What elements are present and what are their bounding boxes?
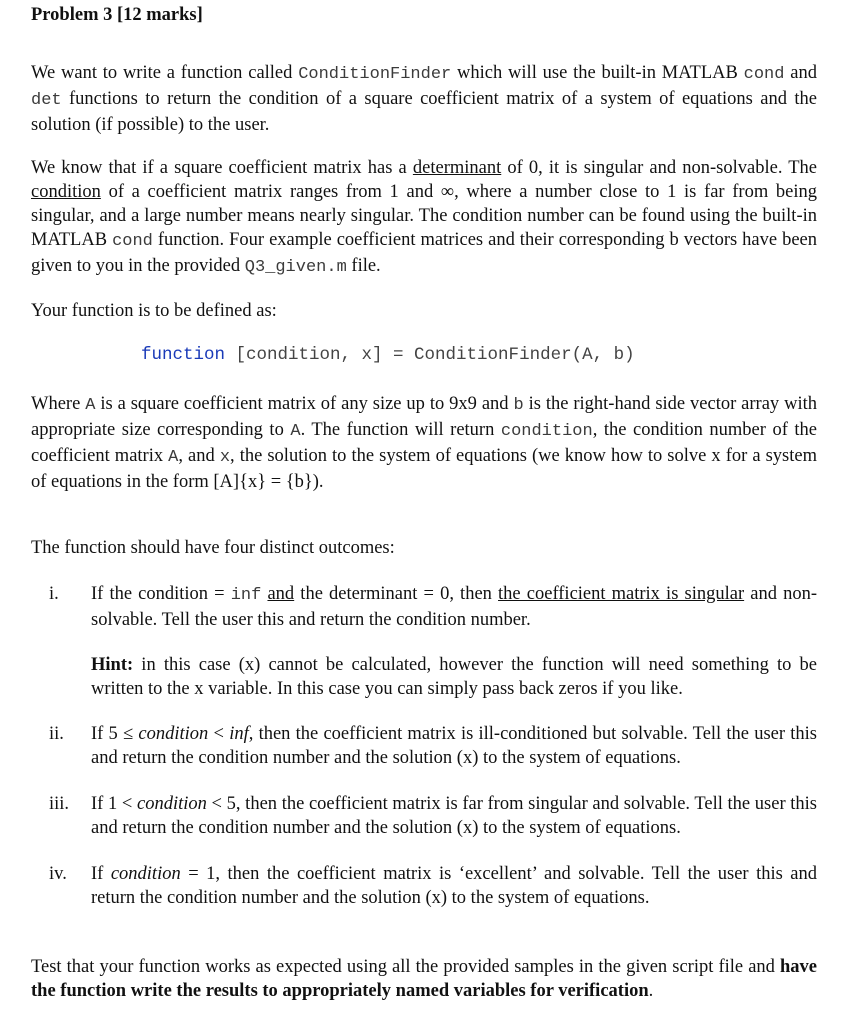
cond-code: cond <box>743 65 785 84</box>
hint-text <box>91 653 817 701</box>
text: in this case (x) cannot be calculated, however the function will need something to be written to the x variable. In this case you can simply pass back zeros if you like. <box>91 655 817 699</box>
text: , and <box>178 446 220 466</box>
closing-paragraph <box>31 955 817 1003</box>
outcome-number: ii. <box>49 724 64 744</box>
outcome-text <box>91 792 817 840</box>
outcome-number: iii. <box>49 794 70 814</box>
text: function. Four example coefficient matrices and their corresponding b vectors have been given to you in the provided <box>31 230 817 276</box>
outcome-number: i. <box>49 584 59 604</box>
text: is a square coefficient matrix of any size up to 9x9 and <box>95 394 514 414</box>
intro-paragraph <box>31 61 817 137</box>
math-condition: condition <box>110 864 181 884</box>
text: < 5, then the coefficient matrix is far from singular and solvable. Tell the user this and return the condition number and the solution (x) to the system of equations. <box>91 794 817 838</box>
text: Where <box>31 394 86 414</box>
text: If 5 ≤ <box>91 724 139 744</box>
A-code: A <box>85 396 96 415</box>
text: < <box>208 724 230 744</box>
A-code: A <box>168 448 179 467</box>
cond-code: cond <box>112 232 153 251</box>
where-paragraph <box>31 392 817 494</box>
singular-term: the coefficient matrix is singular <box>498 584 745 604</box>
text: . <box>648 981 654 1001</box>
text: functions to return the condition of a square coefficient matrix of a system of equations and the solution (if possible) to the user. <box>31 89 817 135</box>
det-code: det <box>31 91 62 110</box>
determinant-term: determinant <box>412 158 502 178</box>
given-file-code: Q3_given.m <box>244 258 347 277</box>
outcome-text <box>91 582 817 632</box>
text: We want to write a function called <box>31 63 299 83</box>
text: which will use the built-in MATLAB <box>451 63 744 83</box>
text: and non-solvable. Tell the user this and return the condition number. <box>91 584 817 630</box>
text: and <box>784 63 817 83</box>
function-name-code: ConditionFinder <box>298 65 452 84</box>
define-intro: Your function is to be defined as: <box>31 301 277 321</box>
problem-title: Problem 3 [12 marks] <box>31 5 203 25</box>
bold-instruction: have the function write the results to appropriately named variables for verification <box>31 957 817 1001</box>
text: If 1 < <box>91 794 137 814</box>
inf-code: inf <box>230 586 262 605</box>
math-condition: condition <box>138 724 209 744</box>
b-code: b <box>513 396 524 415</box>
outcome-number: iv. <box>49 864 67 884</box>
outcomes-intro: The function should have four distinct outcomes: <box>31 538 395 558</box>
text: If <box>91 864 111 884</box>
text: , the solution to the system of equations (we know how to solve x for a system of equations in the form [A]{x} = {b}). <box>31 446 817 492</box>
text: of a coefficient matrix ranges from 1 and ∞, where a number close to 1 is far from being singular, and a large number means nearly singular. The condition number can be found using the built-in MATLAB <box>31 182 817 250</box>
text: , the condition number of the coefficient matrix <box>31 420 817 466</box>
function-signature <box>141 345 635 365</box>
and-term: and <box>267 584 295 604</box>
math-inf: inf <box>229 724 249 744</box>
A-code: A <box>290 422 301 441</box>
text: Test that your function works as expected using all the provided samples in the given script file and <box>31 957 780 977</box>
text: , then the coefficient matrix is ill-conditioned but solvable. Tell the user this and return the condition number and the solution (x) to the system of equations. <box>91 724 818 768</box>
outcome-text <box>91 862 817 910</box>
text: If the condition = <box>91 584 231 604</box>
text: . The function will return <box>300 420 501 440</box>
signature-text: [condition, x] = ConditionFinder(A, b) <box>225 345 635 365</box>
condition-code: condition <box>500 422 593 441</box>
math-condition: condition <box>137 794 207 814</box>
background-paragraph <box>31 156 817 280</box>
text: We know that if a square coefficient matrix has a <box>31 158 413 178</box>
text: = 1, then the coefficient matrix is ‘excellent’ and solvable. Tell the user this and return the condition number and the solution (x) to the system of equations. <box>91 864 818 908</box>
hint-label: Hint: <box>91 655 134 675</box>
text: file. <box>346 256 381 276</box>
x-code: x <box>219 448 231 467</box>
outcome-text <box>91 722 817 770</box>
text: is the right-hand side vector array with appropriate size corresponding to <box>31 394 817 440</box>
text: the determinant = 0, then <box>294 584 499 604</box>
condition-term: condition <box>31 182 101 202</box>
text: of 0, it is singular and non-solvable. The <box>501 158 817 178</box>
function-keyword: function <box>141 345 226 365</box>
